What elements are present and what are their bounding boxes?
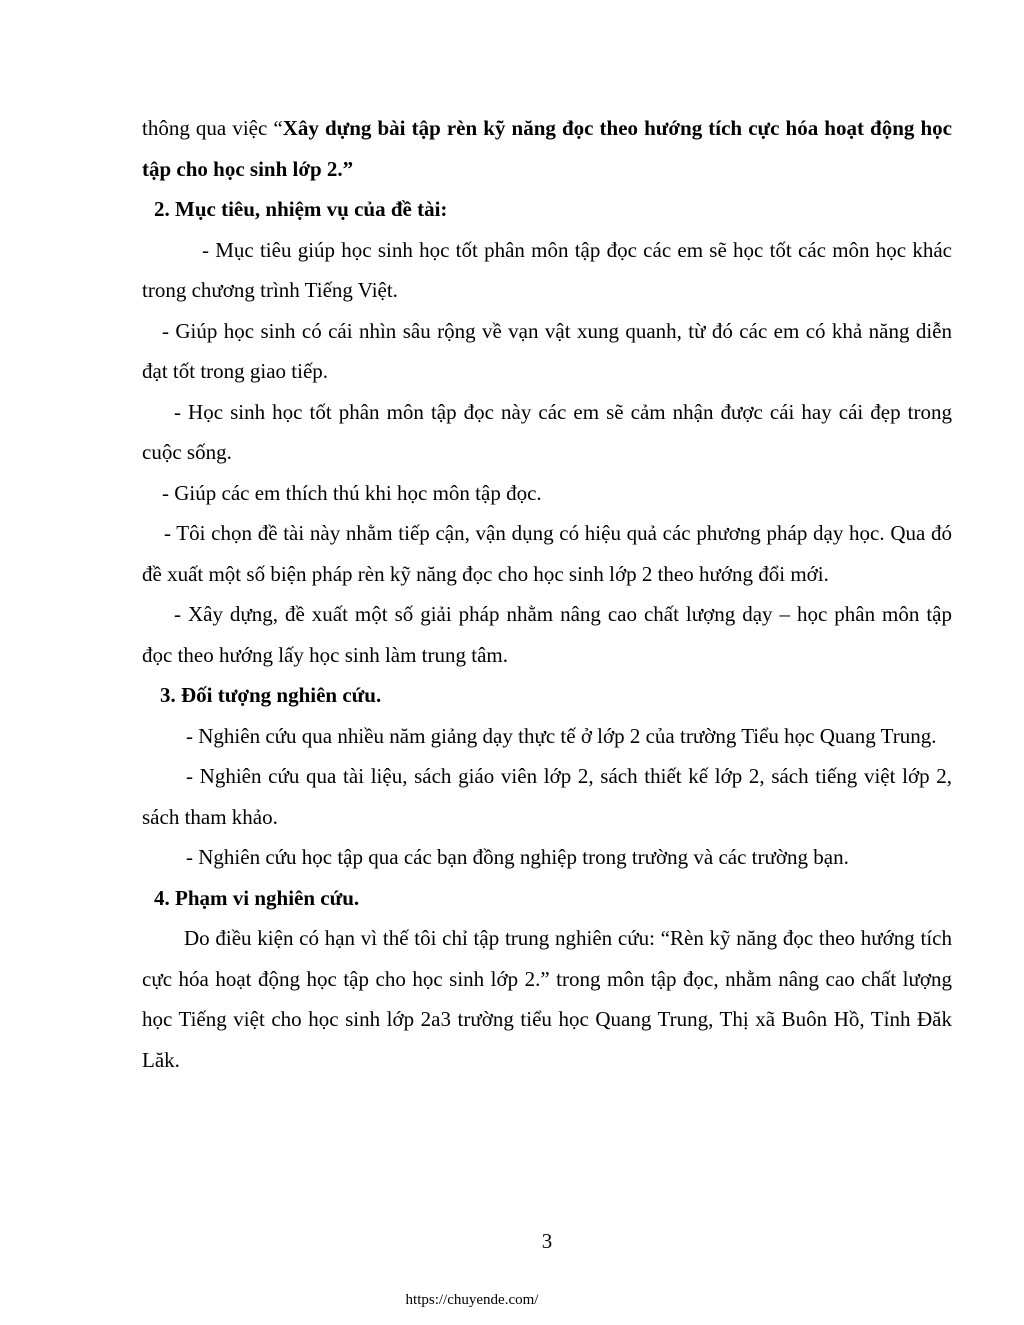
section-2-item: - Giúp các em thích thú khi học môn tập đọc. [162, 480, 542, 505]
section-3-item: - Nghiên cứu qua nhiều năm giảng dạy thực tế ở lớp 2 của trường Tiểu học Quang Trung. [186, 723, 937, 748]
page-content [142, 108, 952, 1080]
section-2-item: - Tôi chọn đề tài này nhằm tiếp cận, vận dụng có hiệu quả các phương pháp dạy học. Qua đó đề xuất một số biện pháp rèn kỹ năng đọc cho học sinh lớp 2 theo hướng đổi mới. [142, 521, 952, 586]
page-number: 3 [541, 1229, 553, 1253]
section-3-item: - Nghiên cứu qua tài liệu, sách giáo viên lớp 2, sách thiết kế lớp 2, sách tiếng việt lớp 2, sách tham khảo. [142, 764, 952, 829]
section-2-heading: 2. Mục tiêu, nhiệm vụ của đề tài: [154, 197, 448, 221]
section-3-item: - Nghiên cứu học tập qua các bạn đồng nghiệp trong trường và các trường bạn. [186, 845, 849, 869]
section-3-heading: 3. Đối tượng nghiên cứu. [160, 683, 382, 707]
footer-url: https://chuyende.com/ [405, 1292, 539, 1308]
section-4-heading: 4. Phạm vi nghiên cứu. [154, 885, 360, 910]
section-2-item: - Mục tiêu giúp học sinh học tốt phân môn tập đọc các em sẽ học tốt các môn học khác trong chương trình Tiếng Việt. [142, 237, 952, 302]
intro-paragraph [142, 108, 952, 189]
intro-bold-title: Xây dựng bài tập rèn kỹ năng đọc theo hướng tích cực hóa hoạt động học tập cho học sinh lớp 2.” [142, 116, 952, 181]
section-2-item: - Giúp học sinh có cái nhìn sâu rộng về vạn vật xung quanh, từ đó các em có khả năng diễn đạt tốt trong giao tiếp. [142, 318, 952, 383]
section-4-body: Do điều kiện có hạn vì thế tôi chỉ tập trung nghiên cứu: “Rèn kỹ năng đọc theo hướng tích cực hóa hoạt động học tập cho học sinh lớp 2.” trong môn tập đọc, nhằm nâng cao chất lượng học Tiếng việt cho học sinh lớp 2a3 trường tiểu học Quang Trung, Thị xã Buôn Hồ, Tỉnh Đăk Lăk. [142, 926, 952, 1072]
section-2-item: - Học sinh học tốt phân môn tập đọc này các em sẽ cảm nhận được cái hay cái đẹp trong cuộc sống. [142, 399, 952, 464]
section-2-item: - Xây dựng, đề xuất một số giải pháp nhằm nâng cao chất lượng dạy – học phân môn tập đọc theo hướng lấy học sinh làm trung tâm. [142, 602, 952, 667]
intro-prefix: thông qua việc “ [142, 116, 283, 140]
